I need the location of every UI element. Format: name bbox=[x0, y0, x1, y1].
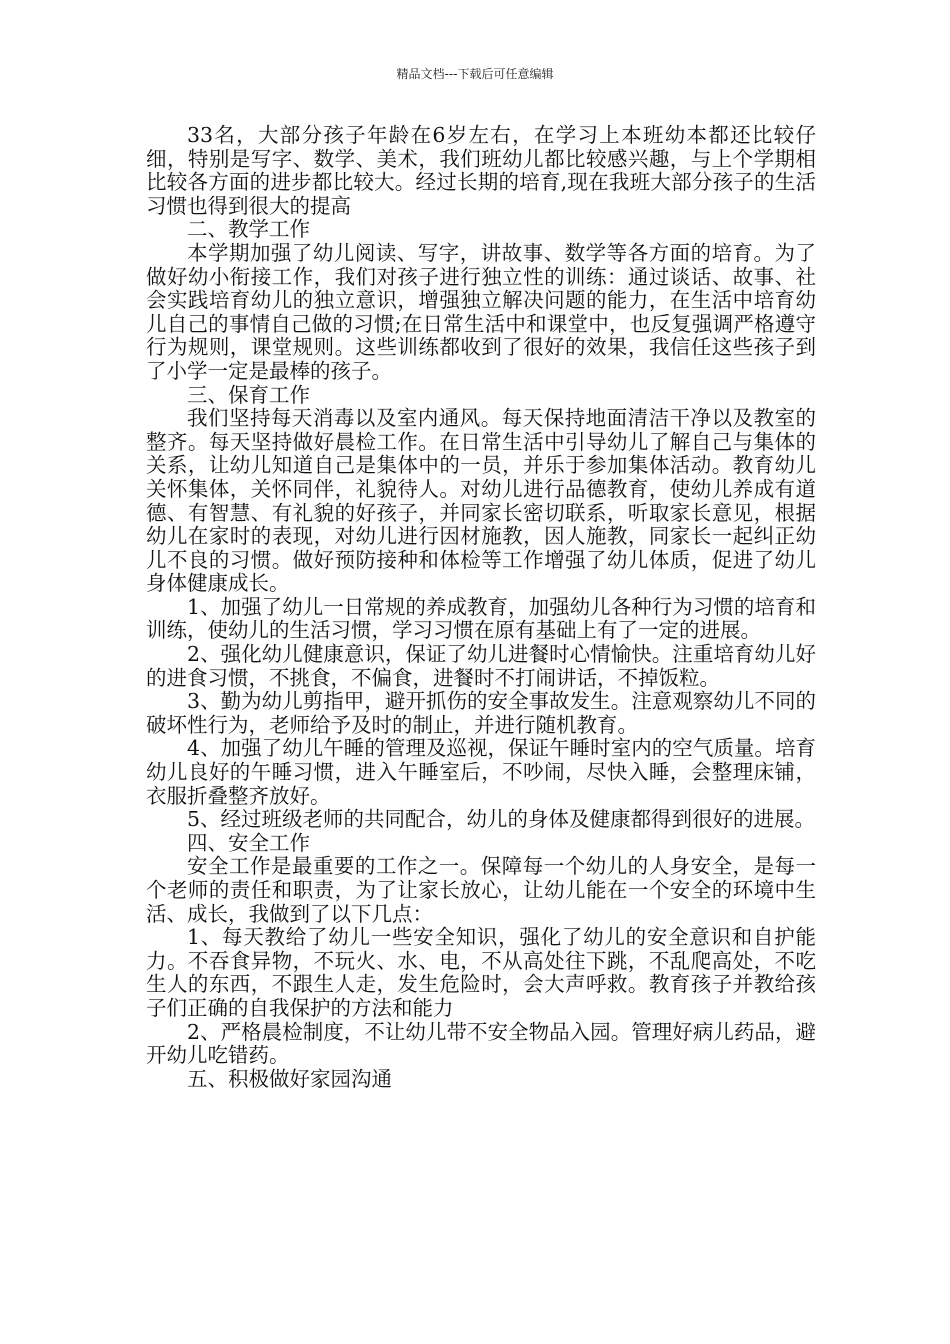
section-heading-care: 三、保育工作 bbox=[187, 382, 310, 407]
list-item-care-2: 2、强化幼儿健康意识，保证了幼儿进餐时心情愉快。注重培育幼儿好的进食习惯，不挑食，不偏食，进餐时不打闹讲话，不掉饭粒。 bbox=[146, 642, 816, 690]
list-item-care-1: 1、加强了幼儿一日常规的养成教育，加强幼儿各种行为习惯的培育和训练，使幼儿的生活习惯，学习习惯在原有基础上有了一定的进展。 bbox=[146, 594, 816, 643]
section-heading-teaching: 二、教学工作 bbox=[187, 217, 310, 242]
list-item-care-3: 3、勤为幼儿剪指甲，避开抓伤的安全事故发生。注意观察幼儿不同的破坏性行为，老师给予及时的制止，并进行随机教育。 bbox=[146, 689, 816, 737]
list-item-safety-1: 1、每天教给了幼儿一些安全知识，强化了幼儿的安全意识和自护能力。不吞食异物，不玩火、水、电，不从高处往下跳，不乱爬高处，不吃生人的东西，不跟生人走，发生危险时，会大声呼救。教育孩子并教给孩子们正确的自我保护的方法和能力 bbox=[146, 925, 816, 1020]
section-heading-home-school: 五、积极做好家园沟通 bbox=[187, 1066, 392, 1091]
page-header: 精品文档---下载后可任意编辑 bbox=[396, 67, 554, 81]
paragraph-safety: 安全工作是最重要的工作之一。保障每一个幼儿的人身安全，是每一个老师的责任和职责，为了让家长放心，让幼儿能在一个安全的环境中生活、成长，我做到了以下几点： bbox=[146, 854, 816, 926]
list-item-safety-2: 2、严格晨检制度，不让幼儿带不安全物品入园。管理好病儿药品，避开幼儿吃错药。 bbox=[146, 1019, 816, 1068]
list-item-care-5: 5、经过班级老师的共同配合，幼儿的身体及健康都得到很好的进展。 bbox=[187, 807, 816, 832]
list-item-care-4: 4、加强了幼儿午睡的管理及巡视，保证午睡时室内的空气质量。培育幼儿良好的午睡习惯，进入午睡室后，不吵闹，尽快入睡，会整理床铺，衣服折叠整齐放好。 bbox=[146, 736, 816, 808]
paragraph-class-overview: 33名，大部分孩子年龄在6岁左右，在学习上本班幼本都还比较仔细，特别是写字、数学、美术，我们班幼儿都比较感兴趣，与上个学期相比较各方面的进步都比较大。经过长期的培育,现在我班大部分孩子的生活习惯也得到很大的提高 bbox=[146, 123, 816, 218]
paragraph-care: 我们坚持每天消毒以及室内通风。每天保持地面清洁干净以及教室的整齐。每天坚持做好晨检工作。在日常生活中引导幼儿了解自己与集体的关系，让幼儿知道自己是集体中的一员，并乐于参加集体活动。教育幼儿关怀集体，关怀同伴，礼貌待人。对幼儿进行品德教育，使幼儿养成有道德、有智慧、有礼貌的好孩子，并同家长密切联系，听取家长意见，根据幼儿在家时的表现，对幼儿进行因材施教，因人施教，同家长一起纠正幼儿不良的习惯。做好预防接种和体检等工作增强了幼儿体质，促进了幼儿身体健康成长。 bbox=[146, 406, 816, 596]
document-body bbox=[146, 124, 816, 1091]
paragraph-teaching: 本学期加强了幼儿阅读、写字，讲故事、数学等各方面的培育。为了做好幼小衔接工作，我们对孩子进行独立性的训练：通过谈话、故事、社会实践培育幼儿的独立意识，增强独立解决问题的能力，在生活中培育幼儿自己的事情自己做的习惯;在日常生活中和课堂中，也反复强调严格遵守行为规则，课堂规则。这些训练都收到了很好的效果，我信任这些孩子到了小学一定是最棒的孩子。 bbox=[146, 240, 816, 383]
section-heading-safety: 四、安全工作 bbox=[187, 830, 310, 855]
